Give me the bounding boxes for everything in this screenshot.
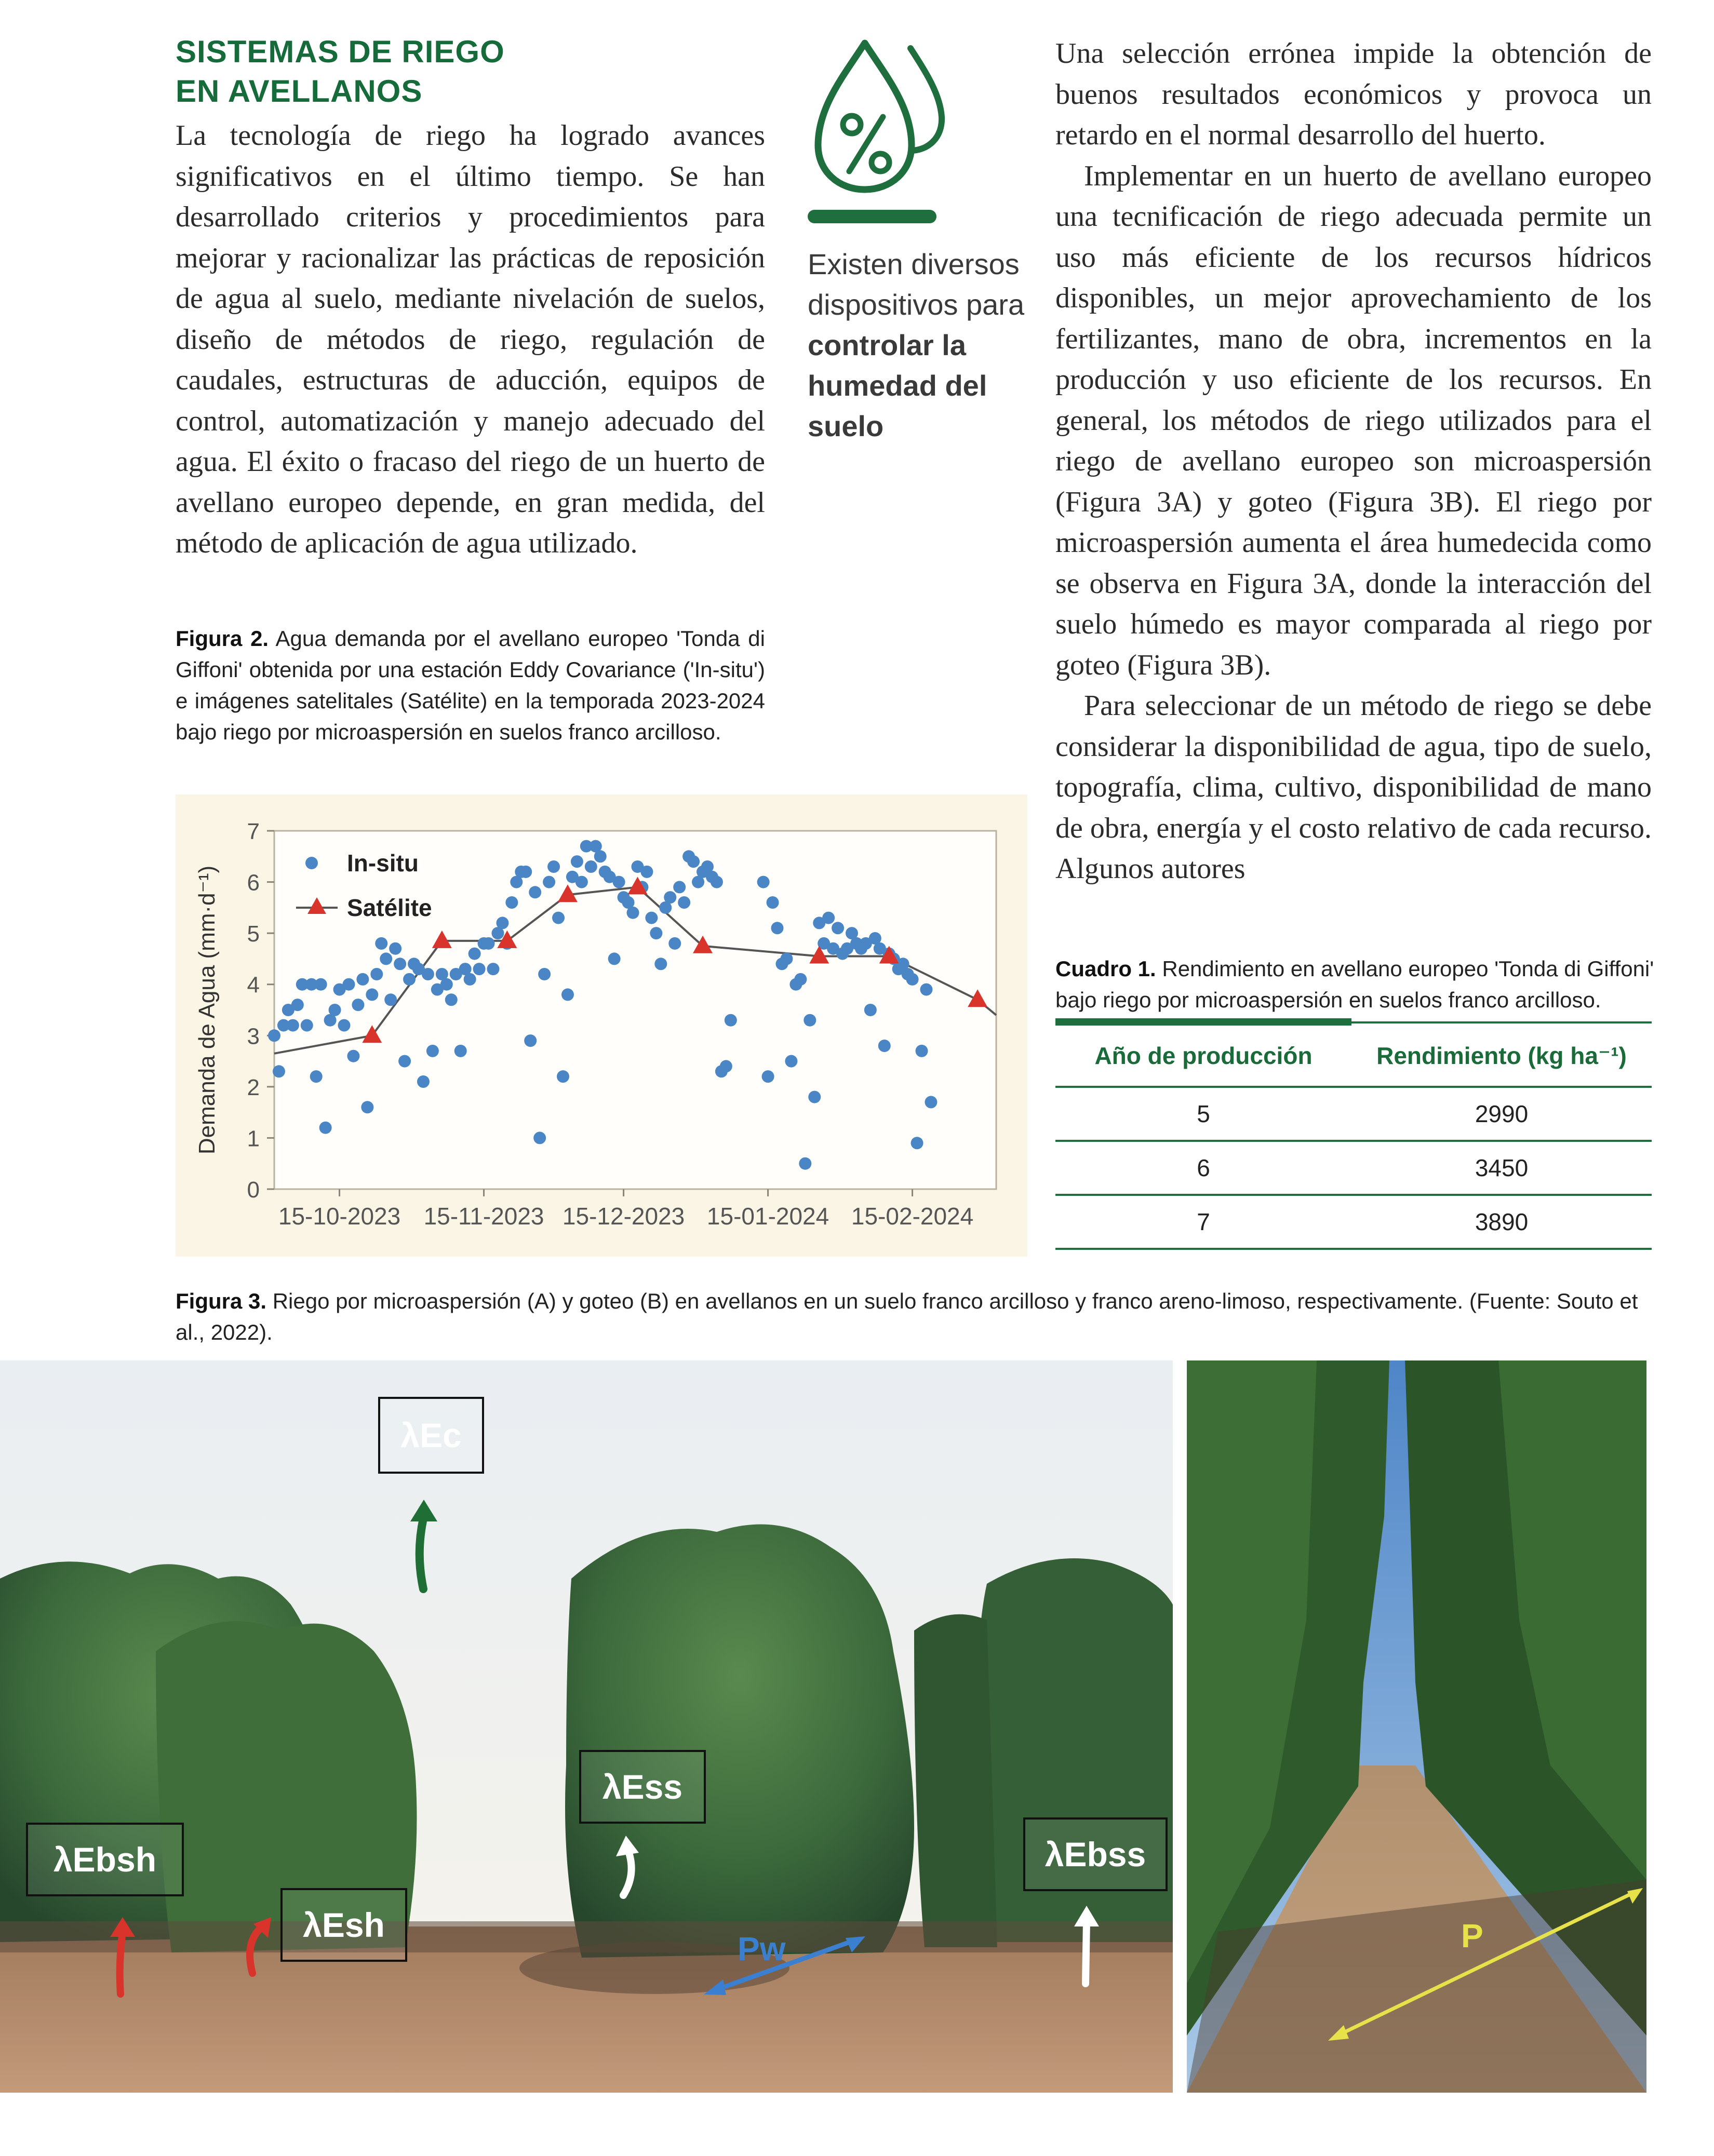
insitu-point <box>911 1137 923 1149</box>
figure-2-chart <box>176 794 1027 1257</box>
photo-3a-illustration <box>0 1360 1173 2093</box>
insitu-point <box>273 1065 285 1077</box>
insitu-point <box>804 1014 816 1027</box>
chart-svg <box>176 794 1027 1257</box>
insitu-point <box>454 1045 467 1057</box>
insitu-point <box>547 860 560 873</box>
y-tick-label: 3 <box>247 1023 260 1049</box>
insitu-point <box>720 1060 732 1072</box>
insitu-point <box>380 952 392 965</box>
table-cell-year: 5 <box>1197 1100 1210 1127</box>
label-ess: λEss <box>579 1750 706 1824</box>
insitu-point <box>301 1019 313 1032</box>
insitu-point <box>725 1014 737 1027</box>
insitu-point <box>925 1096 937 1108</box>
legend-insitu-label: In-situ <box>347 850 419 877</box>
table-top-rule <box>1055 1021 1652 1023</box>
x-tick-label: 15-02-2024 <box>851 1203 974 1230</box>
photo-3a-microaspersion <box>0 1360 1173 2093</box>
insitu-point <box>785 1055 797 1068</box>
insitu-point <box>338 1019 351 1032</box>
insitu-point <box>654 958 667 970</box>
insitu-point <box>762 1070 774 1083</box>
pullquote <box>808 244 1036 447</box>
table-cell-yield: 3890 <box>1475 1208 1529 1235</box>
insitu-point <box>426 1045 439 1057</box>
figure-2-caption-text: Agua demanda por el avellano europeo 'Tonda di Giffoni' obtenida por una estación Eddy Covariance ('In-situ') e imágenes satelitales (Satélite) en la temporada 2023-2024 bajo riego por microaspersión en suelos franco arcilloso. <box>176 626 765 744</box>
legend-satelite-label: Satélite <box>347 894 432 921</box>
insitu-point <box>757 876 770 888</box>
table-cell-yield: 3450 <box>1475 1154 1529 1181</box>
insitu-point <box>370 968 383 980</box>
arrow-ec <box>420 1516 424 1589</box>
insitu-point <box>347 1050 359 1062</box>
table-row <box>1055 1088 1652 1142</box>
insitu-point <box>794 973 807 986</box>
table-header-year: Año de producción <box>1094 1042 1313 1069</box>
insitu-point <box>557 1070 569 1083</box>
insitu-point <box>780 952 793 965</box>
y-tick-label: 0 <box>247 1177 260 1203</box>
insitu-point <box>585 860 597 873</box>
insitu-point <box>645 912 658 924</box>
insitu-point <box>808 1091 821 1103</box>
insitu-point <box>291 999 304 1011</box>
y-tick-label: 1 <box>247 1126 260 1152</box>
left-paragraph: La tecnología de riego ha logrado avances significativos en el último tiempo. Se han desarrollado criterios y procedimientos para mejorar y racionalizar las prácticas de reposición de agua al suelo, mediante nivelación de suelos, diseño de métodos de riego, regulación de caudales, estructuras de aducción, equipos de control, automatización y manejo adecuado del agua. El éxito o fracaso del riego de un huerto de avellano europeo depende, en gran medida, del método de aplicación de agua utilizado. <box>176 119 765 559</box>
insitu-point <box>594 850 607 863</box>
insitu-point <box>505 896 518 909</box>
insitu-point <box>799 1157 811 1170</box>
figure-3-caption-text: Riego por microaspersión (A) y goteo (B) en avellanos en un suelo franco arcilloso y franco areno-limoso, respectivamente. (Fuente: Souto et al., 2022). <box>176 1289 1638 1344</box>
table-cell-year: 7 <box>1197 1208 1210 1235</box>
arrow-ebsh <box>120 1932 123 1994</box>
insitu-point <box>687 855 700 868</box>
water-drops-percent-icon <box>808 39 963 195</box>
insitu-point <box>711 876 723 888</box>
insitu-point <box>356 973 369 986</box>
insitu-point <box>375 937 387 950</box>
insitu-point <box>822 912 835 924</box>
table-row <box>1055 1142 1652 1196</box>
insitu-point <box>640 866 653 878</box>
insitu-point <box>422 968 434 980</box>
insitu-point <box>571 855 583 868</box>
insitu-point <box>613 876 625 888</box>
insitu-point <box>464 973 476 986</box>
pullquote-text: Existen diversos dispositivos para <box>808 248 1025 321</box>
insitu-point <box>310 1070 323 1083</box>
insitu-point <box>916 1045 928 1057</box>
insitu-point <box>287 1019 299 1032</box>
insitu-point <box>575 876 588 888</box>
insitu-point <box>771 922 784 934</box>
insitu-point <box>543 876 555 888</box>
table-row <box>1055 1196 1652 1250</box>
x-tick-label: 15-10-2023 <box>278 1203 401 1230</box>
insitu-point <box>538 968 551 980</box>
y-tick-label: 4 <box>247 972 260 998</box>
table-cell-year: 6 <box>1197 1154 1210 1181</box>
insitu-point <box>352 999 364 1011</box>
y-axis-label: Demanda de Agua (mm·d⁻¹) <box>194 865 220 1155</box>
insitu-point <box>403 973 416 986</box>
insitu-point <box>673 881 686 893</box>
right-paragraph-2: Implementar en un huerto de avellano europeo una tecnificación de riego adecuada permite un uso más eficiente de los recursos hídricos disponibles, un mejor aprovechamiento de los fertilizantes, mano de obra, incrementos en la producción y uso eficiente de los recursos. En general, los métodos de riego utilizados para el riego de avellano europeo son microaspersión (Figura 3A) y goteo (Figura 3B). El riego por microaspersión aumenta el área humedecida como se observa en Figura 3A, donde la interacción del suelo húmedo es mayor comparada al riego por goteo (Figura 3B). <box>1055 159 1652 681</box>
arrow-ebss <box>1086 1921 1087 1984</box>
insitu-point <box>315 978 327 991</box>
insitu-point <box>524 1034 537 1047</box>
y-tick-label: 7 <box>247 819 260 844</box>
insitu-point <box>832 922 844 934</box>
title-line-2: EN AVELLANOS <box>176 74 423 109</box>
legend-insitu-marker <box>305 857 318 869</box>
photo-3b-goteo <box>1187 1360 1646 2093</box>
insitu-point <box>417 1075 430 1088</box>
x-tick-label: 15-11-2023 <box>423 1203 544 1230</box>
figure-3-label: Figura 3. <box>176 1289 267 1313</box>
insitu-point <box>268 1029 280 1042</box>
insitu-point <box>384 993 397 1006</box>
insitu-point <box>496 917 508 929</box>
figure-3-caption <box>176 1286 1656 1348</box>
insitu-point <box>366 988 378 1001</box>
insitu-point <box>319 1122 332 1134</box>
insitu-point <box>878 1040 891 1052</box>
insitu-point <box>394 958 406 970</box>
insitu-point <box>483 937 495 950</box>
right-paragraph-3: Para seleccionar de un método de riego se debe considerar la disponibilidad de agua, tipo de suelo, topografía, clima, cultivo, disponibilidad de mano de obra, energía y el costo relativo de cada recurso. Algunos autores <box>1055 690 1652 885</box>
insitu-point <box>767 896 779 909</box>
figure-2-caption <box>176 623 765 748</box>
article-title <box>176 32 757 111</box>
insitu-point <box>440 978 453 991</box>
insitu-point <box>608 952 621 965</box>
table-header-row <box>1055 1026 1652 1088</box>
insitu-point <box>906 973 919 986</box>
insitu-point <box>650 927 662 939</box>
insitu-point <box>533 1131 546 1144</box>
insitu-point <box>473 963 486 975</box>
label-ebsh: λEbsh <box>26 1823 184 1896</box>
insitu-point <box>445 993 458 1006</box>
insitu-point <box>664 891 676 904</box>
label-esh: λEsh <box>280 1888 407 1962</box>
table-caption-text: Rendimiento en avellano europeo 'Tonda di Giffoni' bajo riego por microaspersión en suelos franco arcilloso. <box>1055 956 1654 1012</box>
pullquote-accent-bar <box>808 210 936 223</box>
right-paragraph-1: Una selección errónea impide la obtención de buenos resultados económicos y provoca un retardo en el normal desarrollo del huerto. <box>1055 37 1652 151</box>
insitu-point <box>519 866 532 878</box>
insitu-point <box>561 988 574 1001</box>
left-column-text <box>176 115 765 564</box>
x-tick-label: 15-01-2024 <box>706 1203 829 1230</box>
insitu-point <box>361 1101 373 1113</box>
insitu-point <box>389 942 401 955</box>
label-pw: Pw <box>738 1930 786 1968</box>
insitu-point <box>342 978 355 991</box>
pullquote-emphasis: controlar la humedad del suelo <box>808 329 987 442</box>
insitu-point <box>468 948 481 960</box>
table-caption <box>1055 953 1658 1016</box>
label-ebss: λEbss <box>1023 1817 1168 1891</box>
figure-2-label: Figura 2. <box>176 626 269 651</box>
insitu-point <box>487 963 499 975</box>
insitu-point <box>398 1055 411 1068</box>
insitu-point <box>552 912 565 924</box>
table-cell-yield: 2990 <box>1475 1100 1529 1127</box>
table-label: Cuadro 1. <box>1055 956 1156 981</box>
y-tick-label: 2 <box>247 1074 260 1100</box>
y-tick-label: 5 <box>247 921 260 947</box>
insitu-point <box>627 907 639 919</box>
table-header-yield: Rendimiento (kg ha⁻¹) <box>1376 1042 1627 1069</box>
yield-table <box>1055 1026 1652 1250</box>
photo-3b-illustration <box>1187 1360 1646 2093</box>
insitu-point <box>920 983 932 996</box>
y-tick-label: 6 <box>247 870 260 896</box>
title-line-1: SISTEMAS DE RIEGO <box>176 34 505 69</box>
insitu-point <box>668 937 681 950</box>
right-column-text <box>1055 33 1652 890</box>
insitu-point <box>329 1004 341 1016</box>
insitu-point <box>864 1004 877 1016</box>
label-p: P <box>1461 1917 1483 1955</box>
insitu-point <box>529 886 541 898</box>
label-ec: λEc <box>378 1397 484 1474</box>
x-tick-label: 15-12-2023 <box>562 1203 685 1230</box>
insitu-point <box>678 896 690 909</box>
